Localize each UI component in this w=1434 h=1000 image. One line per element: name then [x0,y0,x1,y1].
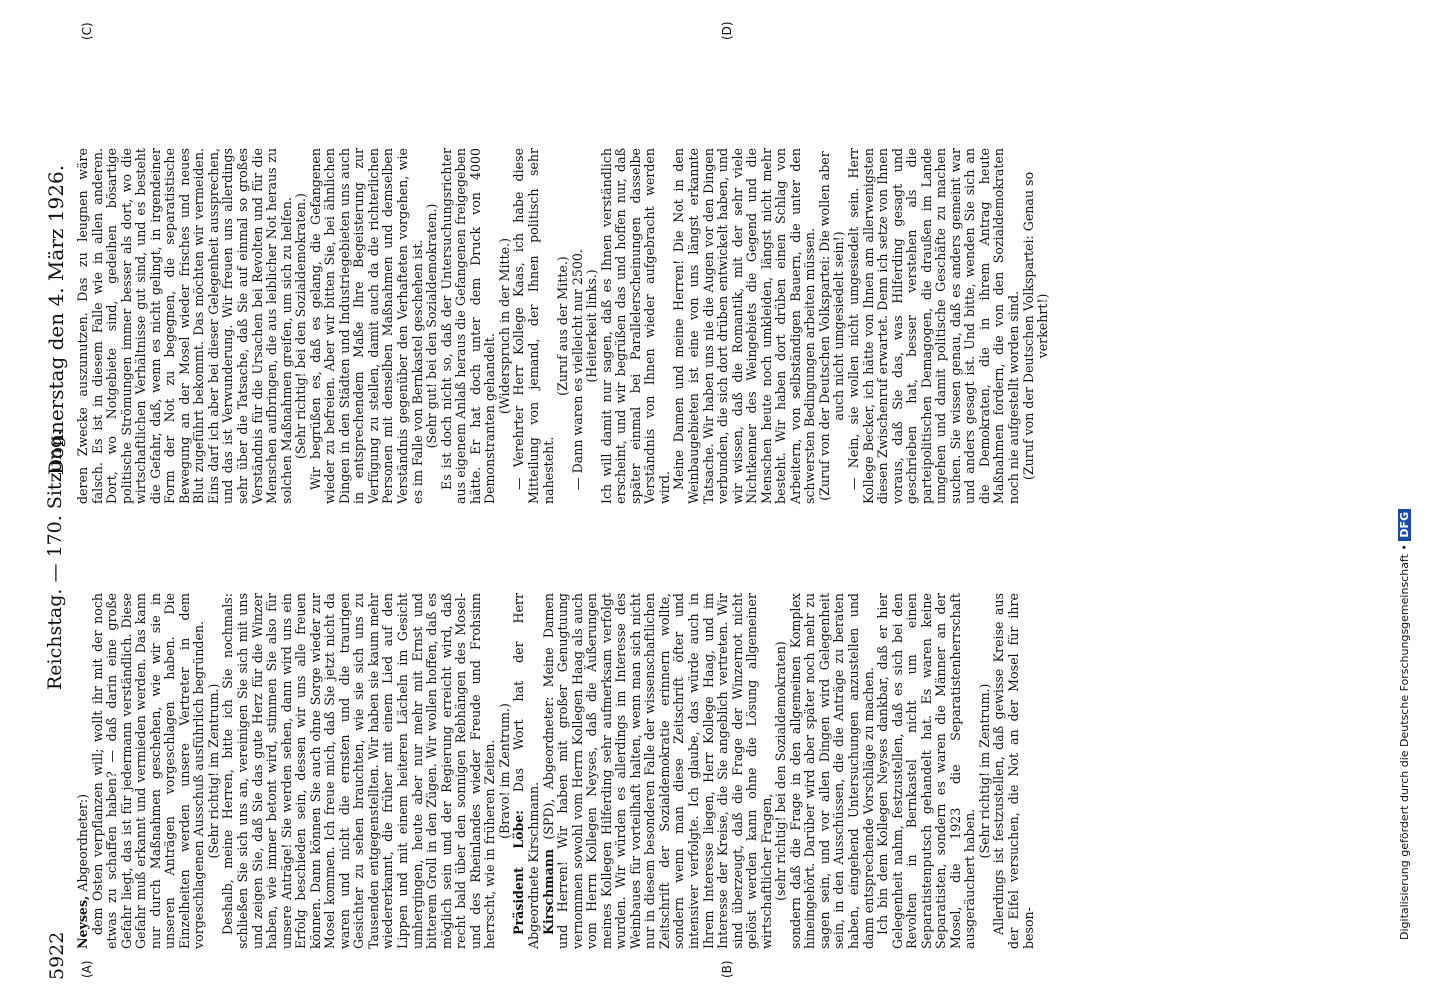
interjection: (Heiterkeit links.) [584,269,600,383]
paragraph [440,148,498,504]
paragraph [876,593,978,949]
paragraph-text: Abgeordneter:) [75,793,90,896]
header-right-title: Donnerstag den 4. März 1926. [44,164,68,475]
paragraph: Ich will damit nur sagen, daß es Ihnen verständlich erscheint, und wir begrüßen das und hoffen nur, daß später einmal bei Parallelerscheinungen dasselbe Verständnis von Ihnen wieder aufgebracht werden wird. [598,148,672,504]
paragraph: deren Zwecke auszunutzen. Das zu leugnen wäre falsch. Es ist in diesem Falle wie in allen anderen. Dort, wo Notgebiete sind, gedeihen bösartige politische Strömungen immer besser als dort, wo die wirtschaftlichen Verhältnisse gut sind, und es besteht die Gefahr, daß, wenn es nicht gelingt, in irgendeiner Form der Not zu begegnen, die separatistische Bewegung an der Mosel wieder frisches und neues Blut zugeführt bekommt. Das möchten wir vermeiden. Eins darf ich aber bei dieser Gelegenheit aussprechen, und das ist Verwunderung. Wir freuen uns allerdings sehr über die Tatsache, daß Sie auf einmal so großes Verständnis für die Ursachen bei Revolten und für die Menschen aufbringen, die aus leiblicher Not heraus zu solchen Maßnahmen greifen, um sich zu helfen. [75,148,294,504]
paragraph-text: Es ist doch nicht so, daß der Untersuchungsrichter aus eigenem Anlaß heraus die Gefangenen freigegeben hätte. Er hat doch unter dem Druck von 4000 Demonstranten gehandelt. [438,148,498,504]
margin-marker-a: (A) [80,960,94,978]
header-left-title: Reichstag. — 170. Sitzung. [44,429,66,690]
paragraph [512,148,556,504]
paragraph [992,593,1036,949]
speaker-paragraph [512,593,541,949]
paragraph [91,593,207,949]
paragraph-text: Deshalb, meine Herren, bitte ich Sie nochmals: schließen Sie sich uns an, vereinigen Sie sich mit uns und zeigen Sie, daß Sie das gute Herz für die Winzer haben, wie immer betont wird, stimmen Sie also für unsere Anträge! Sie werden sehen, dann wird uns ein Erfolg beschieden sein, dessen wir uns alle freuen können. Dann können Sie auch ohne Sorge wieder zur Mosel kommen. Ich freue mich, daß Sie jetzt nicht da waren und nicht die ernsten und die traurigen Gesichter zu sehen brauchten, wie sie sich uns zu Tausenden entgegenstellten. Wir haben sie kaum mehr wiedererkannt, die früher mit einem Lied auf den Lippen und mit einem heiteren Lächeln im Gesicht umhergingen, heute aber nur mehr mit Ernst und bitterem Groll in den Zügen. Wir wollen hoffen, daß es möglich sein und der Regierung erreicht wird, daß recht bald über den sonnigen Rebhängen des Mosel- und des Rheinlandes wieder Freude und Frohsinn herrscht, wie in früheren Zeiten. [220,593,498,949]
paragraph-text: Meine Damen und meine Herren! Die Not in den Weinbaugebieten ist eine von uns längst erkannte Tatsache. Wir haben uns nie die Augen vor den Dingen verbunden, die sich dort drüben entwickelt haben, und wir wissen, daß die Romantik, mit der sehr viele Nichtkenner des Weingebiets die Gegend und die Menschen heute noch umkleiden, längst nicht mehr besteht. Wir haben dort drüben einen Schlag von Arbeitern, von selbständigen Bauern, die unter den schwersten Bedingungen arbeiten müssen. [671,148,818,504]
interjection: (Sehr richtig! im Zentrum.) [205,683,221,859]
paragraph-text: Das Wort hat der Herr Abgeordnete Kirschmann. [511,593,541,949]
interjection: (Sehr richtig! im Zentrum.) [976,683,992,859]
right-text-column [76,148,1051,504]
interjection: (Bravo! im Zentrum.) [496,703,512,839]
speaker-name: Präsident Löbe: [511,810,527,935]
paragraph: sondern daß die Frage in den allgemeinen Komplex hineingehört. Darüber wird aber später noch mehr zu sagen sein, und vor allen Dingen wird Gelegenheit sein, in den Ausschüssen, die die Anträge zu beraten haben, eingehend Untersuchungen anzustellen und dann entsprechende Vorschläge zu machen. [787,593,876,949]
paragraph [847,148,1022,504]
paragraph [672,148,817,504]
paragraph-text: Wir begrüßen es, daß es gelang, die Gefangenen wieder zu befreien. Aber wir bitten Sie, bei ähnlichen Dingen in den Städten und Industriegebieten uns auch in entsprechendem Maße Ihre Begeisterung zur Verfügung zu stellen, damit auch da die richterlichen Personen mit denselben Maßnahmen und demselben Verständnis gegenüber den Verhafteten vorgehen, wie es im Falle von Bernkastel geschehen ist. [307,148,425,504]
paragraph-text: Ich bin dem Kollegen Neyses dankbar, daß er hier Gelegenheit nahm, festzustellen, daß es sich bei den Revolten in Bernkastel nicht um einen Separatistenputsch gehandelt hat. Es waren keine Separatisten, sondern es waren die Männer an der Mosel, die 1923 die Separatistenherrschaft ausgeräuchert haben. [875,593,978,949]
interjection: (Zuruf von der Deutschen Volkspartei: Genau so verkehrt!) [1020,171,1051,481]
paragraph-text: Allerdings ist festzustellen, daß gewisse Kreise aus der Eifel versuchen, die Not an der Mosel für ihre beson- [991,593,1036,949]
dfg-logo: DFG [1398,509,1411,541]
speaker-name: Neyses, [75,895,90,949]
speaker-paragraph [542,593,775,949]
paragraph-text: dem Osten verpflanzen will; wollt ihr mit der noch etwas zu schaffen haben? — daß darin eine große Gefahr liegt, das ist für jedermann verständlich. Diese Gefahr muß erkannt und vermieden werden. Das kann nur durch Maßnahmen geschehen, wie wir sie in unseren Anträgen vorgeschlagen haben. Die Einzelheiten werden unsere Vertreter in dem vorgeschlagenen Ausschuß ausführlich begründen. [89,593,207,949]
paragraph-text: — Verehrter Herr Kollege Kaas, ich habe diese Mitteilung von jemand, der Ihnen politisch sehr nahesteht. [511,148,556,504]
paragraph [309,148,425,504]
paragraph [571,148,586,504]
stamp-text: Digitalisierung gefördert durch die Deutsche Forschungsgemeinschaft • [1398,544,1411,940]
interjection: (Zuruf aus der Mitte.) [555,256,571,396]
speaker-paragraph [76,593,91,949]
paragraph-text: (SPD), Abgeordneter: Meine Damen und Herren! Wir haben mit großer Genugtuung vernommen sowohl vom Herrn Kollegen Haag als auch vom Herrn Kollegen Neyses, daß die Äußerungen meines Kollegen Hilferding sehr aufmerksam verfolgt wurden. Wir würden es allerdings im Interesse des Weinbaues für vorteilhaft halten, wenn man sich nicht nur in diesem besonderen Falle der wissenschaftlichen Zeitschrift der Sozialdemokratie erinnern wollte, sondern wenn man diese Zeitschrift öfter und intensiver verfolgte. Ich glaube, das würde auch in Ihrem Interesse liegen, Herr Kollege Haag, und im Interesse der Kreise, die Sie angeblich vertreten. Wir sind überzeugt, daß die Frage der Winzernot nicht gelöst werden kann ohne die Lösung allgemeiner wirtschaftlicher Fragen, [540,593,774,949]
margin-marker-c: (C) [80,22,94,40]
paragraph-text: — Nein, sie wollen nicht umgesiedelt sein. Herr Kollege Becker, ich hätte von Ihnen am allerwenigsten diesen Zwischenruf erwartet. Denn ich setze von Ihnen voraus, daß Sie das, was Hilferding gesagt und geschrieben hat, besser verstehen als die parteipolitischen Demagogen, die draußen im Lande umgehen und damit politische Geschäfte zu machen suchen. Sie wissen genau, daß es anders gemeint war und anders gesagt ist. Und bitte, wenden Sie sich an die Demokraten, die in ihrem Antrag heute Maßnahmen fordern, die von den Sozialdemokraten noch nie aufgestellt worden sind. [845,148,1021,504]
speaker-name: Kirschmann [540,848,556,935]
dfg-stamp [1398,509,1411,940]
page-header [30,0,70,1000]
left-text-column [76,593,1036,949]
interjection: (Zuruf von der Deutschen Volkspartei: Die wollen aber auch nicht umgesiedelt sein!) [816,151,847,501]
margin-marker-b: (B) [720,960,734,978]
interjection: (sehr richtig! bei den Sozialdemokraten) [773,641,789,901]
paragraph [221,593,497,949]
interjection: (Sehr gut! bei den Sozialdemokraten.) [424,203,440,449]
margin-marker-d: (D) [720,21,734,40]
paragraph-text: — Dann waren es vielleicht nur 2500. [569,249,585,490]
page-number: 5922 [46,931,68,980]
interjection: (Sehr richtig! bei den Sozialdemokraten.) [293,193,309,459]
interjection: (Widerspruch in der Mitte.) [496,237,512,415]
